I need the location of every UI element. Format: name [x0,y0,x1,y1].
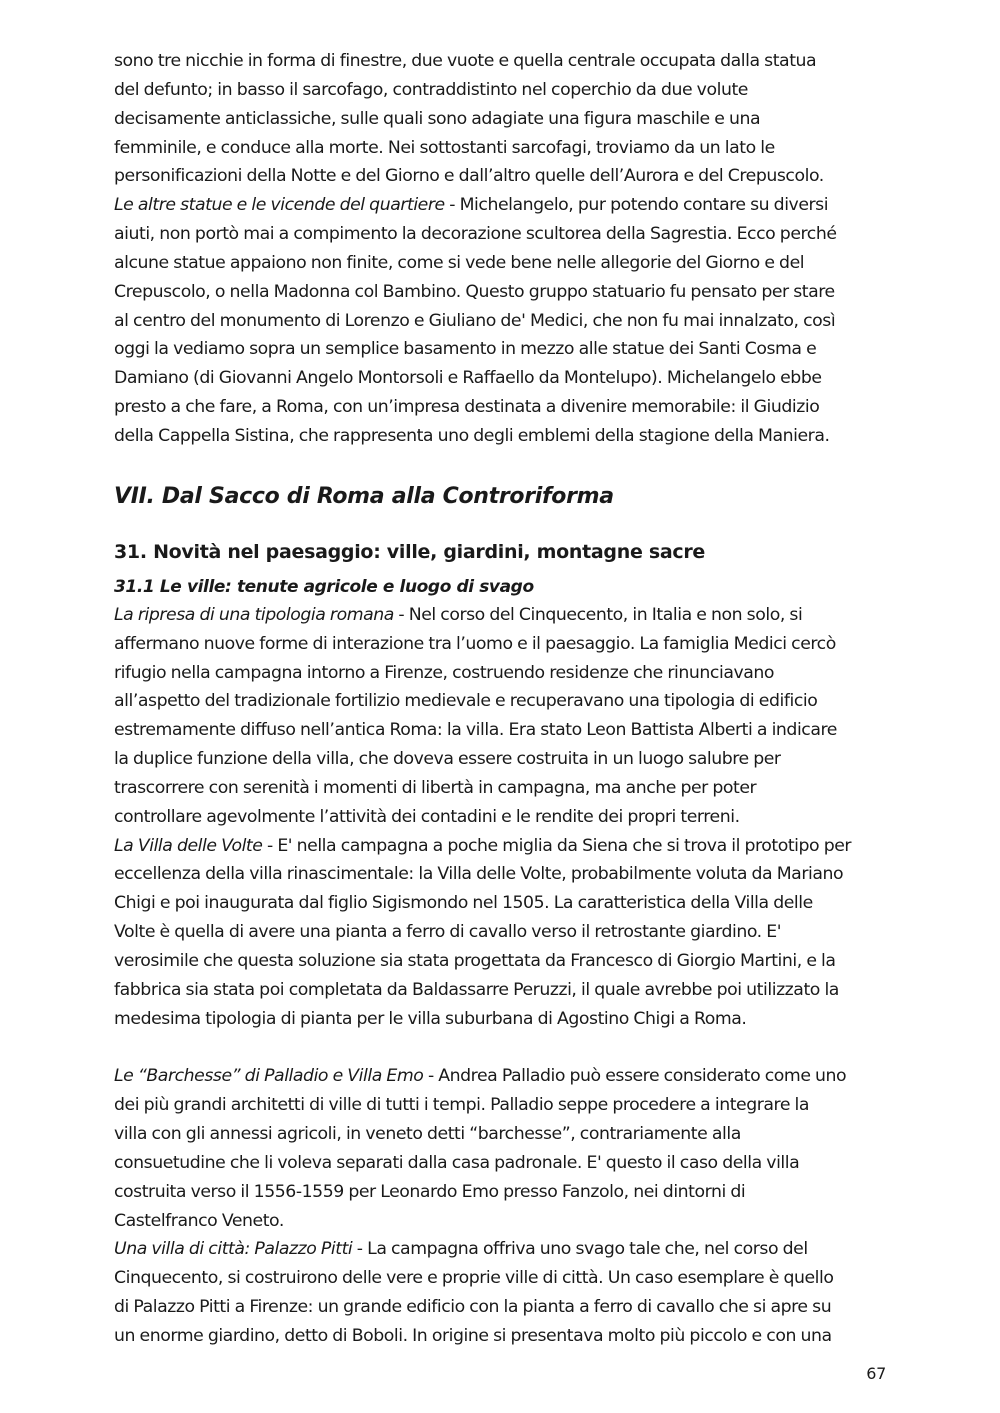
text-line [114,105,886,134]
text-line [114,1120,886,1149]
line-text: trascorrere con serenità i momenti di libertà in campagna, ma anche per poter [114,777,757,798]
text-line [114,220,886,249]
line-text: Castelfranco Veneto. [114,1210,284,1231]
line-text: Cinquecento, si costruirono delle vere e proprie ville di città. Un caso esemplare è quello [114,1268,834,1289]
line-text: presto a che fare, a Roma, con un’impresa destinata a divenire memorabile: il Giudizio [114,397,820,418]
line-text: - La campagna offriva uno svago tale che, nel corso del [352,1239,808,1260]
line-text: alcune statue appaiono non finite, come si vede bene nelle allegorie del Giorno e del [114,252,805,273]
line-text: villa con gli annessi agricoli, in veneto detti “barchesse”, contrariamente alla [114,1124,741,1144]
text-line [114,307,886,336]
line-text: oggi la vediamo sopra un semplice basamento in mezzo alle statue dei Santi Cosma e [114,339,817,360]
line-text: Crepuscolo, o nella Madonna col Bambino. Questo gruppo statuario fu pensato per stare [114,281,835,302]
line-text: femminile, e conduce alla morte. Nei sottostanti sarcofagi, troviamo da un lato le [114,137,775,158]
line-text: - Andrea Palladio può essere considerato come uno [423,1066,847,1087]
text-line [114,335,886,364]
text-line [114,716,886,745]
text-line [114,803,886,832]
subsection-title: 31.1 Le ville: tenute agricole e luogo di svago [114,576,534,597]
line-text: - E' nella campagna a poche miglia da Siena che si trova il prototipo per [262,835,852,856]
text-line [114,1264,886,1293]
line-text: aiuti, non portò mai a compimento la decorazione scultorea della Sagrestia. Ecco perché [114,224,837,245]
text-line [114,1293,886,1322]
line-text: dei più grandi architetti di ville di tutti i tempi. Palladio seppe procedere a integrare la [114,1095,810,1116]
line-text: fabbrica sia stata poi completata da Baldassarre Peruzzi, il quale avrebbe poi utilizzato la [114,979,839,1000]
line-text: - Michelangelo, pur potendo contare su diversi [444,195,829,216]
paragraph-heading: La ripresa di una tipologia romana [114,604,394,625]
text-line [114,889,886,918]
line-text: un enorme giardino, detto di Boboli. In origine si presentava molto più piccolo e con una [114,1325,832,1346]
line-text: della Cappella Sistina, che rappresenta uno degli emblemi della stagione della Maniera. [114,425,830,446]
text-line [114,191,886,220]
text-line [114,860,886,889]
paragraph-gap [114,1033,886,1062]
text-line [114,745,886,774]
page-content [114,47,886,1351]
text-line [114,1149,886,1178]
text-line [114,601,886,630]
text-line [114,393,886,422]
line-text: Volte è quella di avere una pianta a ferro di cavallo verso il retrostante giardino. E' [114,922,782,943]
page-number: 67 [866,1364,886,1383]
text-line [114,976,886,1005]
paragraph-heading: Le “Barchesse” di Palladio e Villa Emo [114,1066,424,1087]
text-line [114,47,886,76]
text-line [114,1091,886,1120]
paragraph-heading: Le altre statue e le vicende del quartiere [114,195,445,216]
chapter-title: VII. Dal Sacco di Roma alla Controriforma [114,483,614,509]
text-line [114,918,886,947]
line-text: costruita verso il 1556-1559 per Leonardo Emo presso Fanzolo, nei dintorni di [114,1181,746,1202]
paragraph-heading: Una villa di città: Palazzo Pitti [114,1239,353,1260]
section-title: 31. Novità nel paesaggio: ville, giardini, montagne sacre [114,540,705,563]
text-line [114,278,886,307]
line-text: verosimile che questa soluzione sia stata progettata da Francesco di Giorgio Martini, e la [114,950,836,971]
line-text: decisamente anticlassiche, sulle quali sono adagiate una figura maschile e una [114,108,761,129]
text-line [114,1178,886,1207]
line-text: affermano nuove forme di interazione tra l’uomo e il paesaggio. La famiglia Medici cercò [114,633,836,654]
line-text: rifugio nella campagna intorno a Firenze, costruendo residenze che rinunciavano [114,662,774,683]
text-line [114,249,886,278]
text-block [114,1062,886,1350]
line-text: estremamente diffuso nell’antica Roma: la villa. Era stato Leon Battista Alberti a indicare [114,720,837,741]
text-line [114,134,886,163]
paragraph-heading: La Villa delle Volte [114,835,263,856]
text-line [114,1235,886,1264]
text-line [114,1322,886,1351]
text-line [114,1207,886,1236]
text-line [114,659,886,688]
text-block [114,601,886,1034]
text-line [114,1005,886,1034]
text-line [114,364,886,393]
line-text: personificazioni della Notte e del Giorno e dall’altro quelle dell’Aurora e del Crepuscolo. [114,166,824,187]
text-line [114,687,886,716]
text-block [114,47,886,451]
line-text: controllare agevolmente l’attività dei contadini e le rendite dei propri terreni. [114,806,740,827]
text-line [114,947,886,976]
text-line [114,162,886,191]
line-text: Damiano (di Giovanni Angelo Montorsoli e Raffaello da Montelupo). Michelangelo ebbe [114,368,822,389]
line-text: eccellenza della villa rinascimentale: la Villa delle Volte, probabilmente voluta da Mariano [114,864,844,885]
text-line [114,630,886,659]
line-text: di Palazzo Pitti a Firenze: un grande edificio con la pianta a ferro di cavallo che si apre su [114,1297,832,1318]
text-line [114,774,886,803]
line-text: consuetudine che li voleva separati dalla casa padronale. E' questo il caso della villa [114,1152,800,1173]
line-text: la duplice funzione della villa, che doveva essere costruita in un luogo salubre per [114,749,781,770]
line-text: Chigi e poi inaugurata dal figlio Sigismondo nel 1505. La caratteristica della Villa delle [114,893,813,914]
text-line [114,1062,886,1091]
text-line [114,832,886,861]
line-text: all’aspetto del tradizionale fortilizio medievale e recuperavano una tipologia di edificio [114,691,818,712]
line-text: medesima tipologia di pianta per le villa suburbana di Agostino Chigi a Roma. [114,1008,747,1029]
text-line [114,76,886,105]
line-text: sono tre nicchie in forma di finestre, due vuote e quella centrale occupata dalla statua [114,51,817,71]
line-text: al centro del monumento di Lorenzo e Giuliano de' Medici, che non fu mai innalzato, così [114,310,836,331]
line-text: - Nel corso del Cinquecento, in Italia e non solo, si [393,604,803,625]
line-text: del defunto; in basso il sarcofago, contraddistinto nel coperchio da due volute [114,79,748,100]
text-line [114,422,886,451]
